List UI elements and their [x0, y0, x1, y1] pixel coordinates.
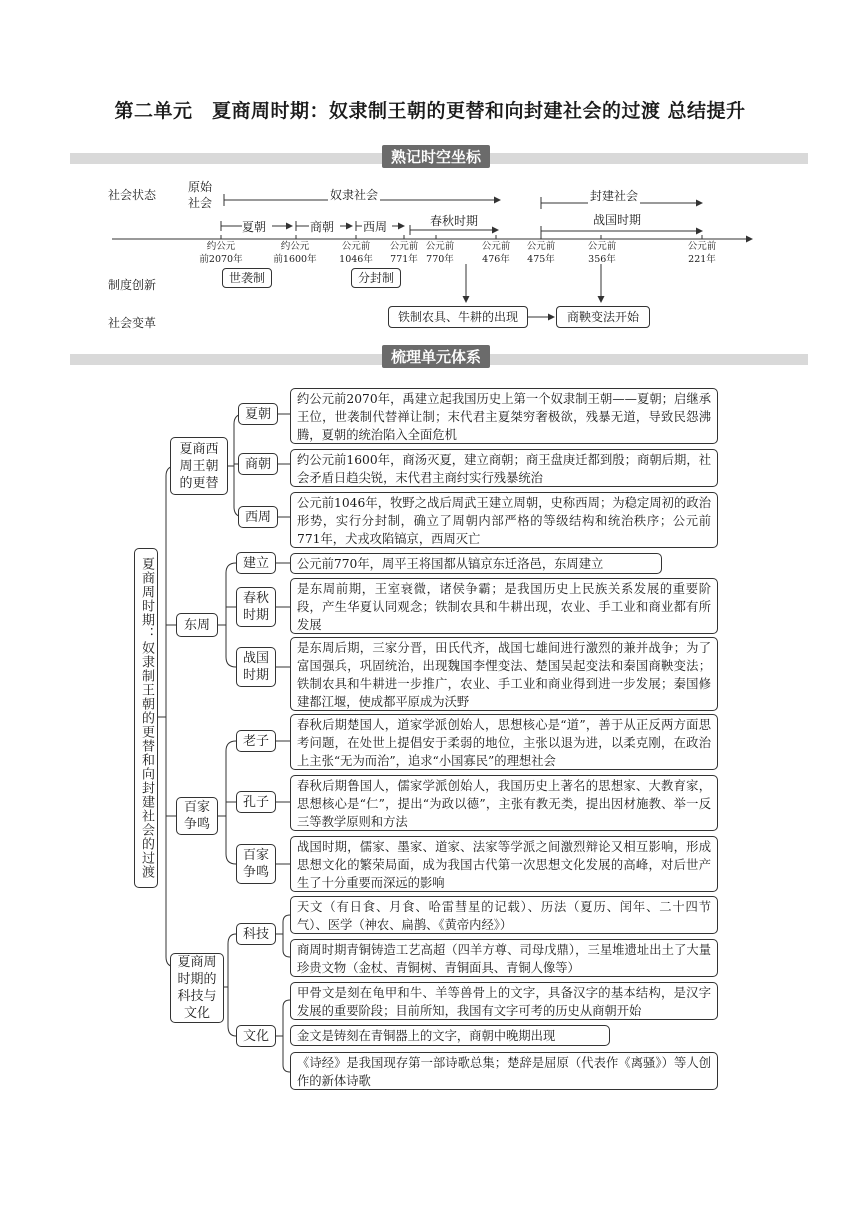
- fenfeng-tag: 分封制: [351, 268, 401, 288]
- content-box: 金文是铸刻在青铜器上的文字，商朝中晚期出现: [290, 1025, 610, 1046]
- xizhou-label: 西周: [363, 220, 388, 234]
- page-title: 第二单元 夏商周时期：奴隶制王朝的更替和向封建社会的过渡 总结提升: [114, 100, 746, 122]
- sub-node: 科技: [236, 923, 276, 945]
- row-label-social: 社会状态: [108, 188, 157, 202]
- sub-node: 商朝: [238, 453, 278, 475]
- date-label: 公元前 356年: [587, 241, 617, 265]
- sub-node: 文化: [236, 1025, 276, 1047]
- tiezhi-box: 铁制农具、牛耕的出现: [388, 306, 528, 328]
- content-box: 约公元前2070年，禹建立起我国历史上第一个奴隶制王朝——夏朝；启继承王位，世袭制代替禅让制；末代君主夏桀穷奢极欲，残暴无道，导致民怨沸腾，夏朝的统治陷入全面危机: [290, 388, 718, 444]
- shangyang-box: 商鞅变法开始: [556, 306, 650, 328]
- tree-root: 夏商周时期：奴隶制王朝的更替和向封建社会的过渡: [134, 548, 158, 888]
- shixi-tag: 世袭制: [222, 268, 272, 288]
- content-box: 约公元前1600年，商汤灭夏，建立商朝；商王盘庚迁都到殷；商朝后期，社会矛盾日趋尖锐，末代君主商纣实行残暴统治: [290, 449, 718, 487]
- row-label-system: 制度创新: [108, 278, 157, 292]
- content-box: 春秋后期楚国人，道家学派创始人，思想核心是“道”，善于从正反两方面思考问题，在处世上提倡安于柔弱的地位，主张以退为进，以柔克刚，在政治上主张“无为而治”，追求“小国寡民”的理想社会: [290, 714, 718, 770]
- content-box: 天文（有日食、月食、哈雷彗星的记载）、历法（夏历、闰年、二十四节气）、医学（神农、扁鹊、《黄帝内经》）: [290, 896, 718, 934]
- date-label: 公元前 476年: [481, 241, 511, 265]
- content-box: 商周时期青铜铸造工艺高超（四羊方尊、司母戊鼎），三星堆遗址出土了大量珍贵文物（金杖、青铜树、青铜面具、青铜人像等）: [290, 939, 718, 977]
- section-title-system: 梳理单元体系: [382, 345, 490, 368]
- date-label: 公元前 1046年: [339, 241, 373, 265]
- group-node: 夏商周 时期的 科技与 文化: [170, 953, 224, 1023]
- zhanguo-label: 战国时期: [593, 213, 642, 227]
- sub-node: 百家 争鸣: [236, 844, 276, 884]
- date-label: 公元前 770年: [425, 241, 455, 265]
- group-node: 东周: [176, 613, 218, 637]
- primitive-society: 原始 社会: [188, 180, 213, 210]
- sub-node: 老子: [236, 730, 276, 752]
- date-label: 公元前 221年: [687, 241, 717, 265]
- xia-label: 夏朝: [242, 220, 267, 234]
- chunqiu-label: 春秋时期: [430, 214, 479, 228]
- date-label: 公元前 771年: [389, 241, 419, 265]
- sub-node: 孔子: [236, 791, 276, 813]
- feudal-society-label: 封建社会: [590, 189, 639, 203]
- content-box: 公元前770年，周平王将国都从镐京东迁洛邑，东周建立: [290, 553, 662, 574]
- date-label: 约公元 前1600年: [273, 241, 317, 265]
- slave-society-label: 奴隶社会: [330, 188, 379, 202]
- shang-label: 商朝: [310, 220, 335, 234]
- content-box: 是东周后期，三家分晋，田氏代齐，战国七雄间进行激烈的兼并战争；为了富国强兵，巩固统治，出现魏国李悝变法、楚国吴起变法和秦国商鞅变法；铁制农具和牛耕进一步推广，农业、手工业和商业得到进一步发展；秦国修建都江堰，使成都平原成为沃野: [290, 637, 718, 711]
- group-node: 夏商西 周王朝 的更替: [170, 437, 228, 495]
- content-box: 《诗经》是我国现存第一部诗歌总集；楚辞是屈原（代表作《离骚》）等人创作的新体诗歌: [290, 1052, 718, 1090]
- sub-node: 夏朝: [238, 403, 278, 425]
- content-box: 战国时期，儒家、墨家、道家、法家等学派之间激烈辩论又相互影响，形成思想文化的繁荣局面，成为我国古代第一次思想文化发展的高峰，对后世产生了十分重要而深远的影响: [290, 836, 718, 892]
- content-box: 公元前1046年，牧野之战后周武王建立周朝，史称西周；为稳定周初的政治形势，实行分封制，确立了周朝内部严格的等级结构和统治秩序；公元前771年，犬戎攻陷镐京，西周灭亡: [290, 492, 718, 548]
- content-box: 春秋后期鲁国人，儒家学派创始人，我国历史上著名的思想家、大教育家，思想核心是“仁”，提出“为政以德”，主张有教无类，提出因材施教、举一反三等教学原则和方法: [290, 775, 718, 831]
- content-box: 是东周前期，王室衰微，诸侯争霸；是我国历史上民族关系发展的重要阶段，产生华夏认同观念；铁制农具和牛耕出现，农业、手工业和商业都有所发展: [290, 578, 718, 634]
- date-label: 公元前 475年: [526, 241, 556, 265]
- date-label: 约公元 前2070年: [199, 241, 243, 265]
- row-label-change: 社会变革: [108, 316, 157, 330]
- content-box: 甲骨文是刻在龟甲和牛、羊等兽骨上的文字，具备汉字的基本结构，是汉字发展的重要阶段；目前所知，我国有文字可考的历史从商朝开始: [290, 982, 718, 1020]
- group-node: 百家 争鸣: [176, 797, 218, 835]
- sub-node: 春秋 时期: [236, 587, 276, 627]
- sub-node: 战国 时期: [236, 647, 276, 687]
- sub-node: 西周: [238, 506, 278, 528]
- sub-node: 建立: [236, 552, 276, 574]
- section-title-timeline: 熟记时空坐标: [382, 145, 490, 168]
